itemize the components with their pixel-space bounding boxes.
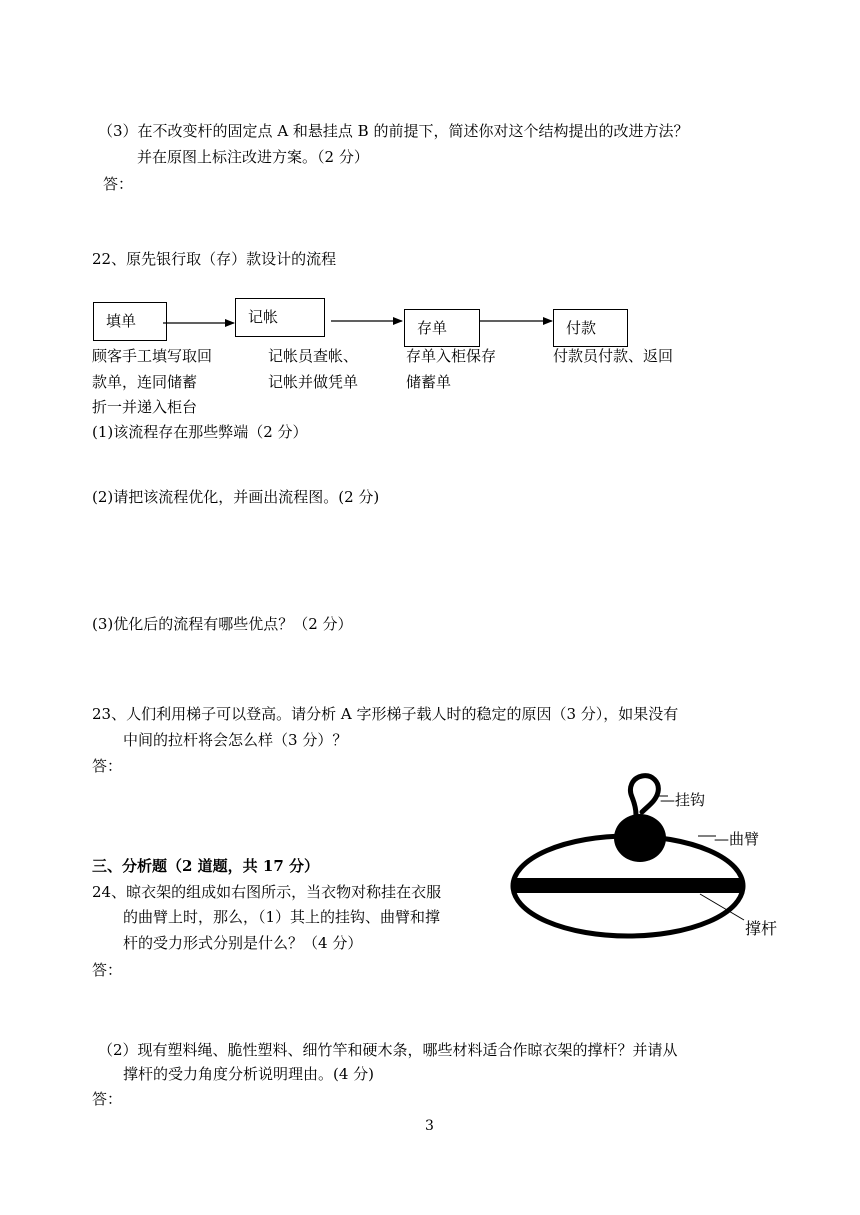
q23-line2: 中间的拉杆将会怎么样（3 分）？	[123, 731, 348, 749]
hook-label: —挂钩	[660, 791, 706, 809]
flow-box-payment-label: 付款	[566, 319, 597, 337]
flow-desc-3-line1: 存单入柜保存	[406, 347, 497, 365]
flow-desc-1-line3: 折一并递入柜台	[92, 398, 198, 416]
q23-line1: 23、人们利用梯子可以登高。请分析 A 字形梯子载人时的稳定的原因（3 分），如果没有	[92, 705, 679, 723]
flow-desc-3-line2: 储蓄单	[406, 373, 452, 391]
flow-desc-2-line1: 记帐员查帐、	[268, 347, 359, 365]
q24-part2-line1: （2）现有塑料绳、脆性塑料、细竹竿和硬木条，哪些材料适合作晾衣架的撑杆？并请从	[98, 1041, 678, 1059]
q21-part3-line2: 并在原图上标注改进方案。（2 分）	[137, 148, 369, 166]
q21-part3-line1: （3）在不改变杆的固定点 A 和悬挂点 B 的前提下，简述你对这个结构提出的改进方法？	[98, 122, 689, 140]
hanger-hook	[630, 776, 658, 815]
page-number: 3	[425, 1118, 434, 1134]
section-heading: 三、分析题（2 道题，共 17 分）	[92, 857, 319, 875]
flow-desc-1-line2: 款单，连同储蓄	[92, 373, 198, 391]
flow-box-fill-form-label: 填单	[106, 312, 137, 330]
q24-line1: 24、晾衣架的组成如右图所示，当衣物对称挂在衣服	[92, 883, 442, 901]
rod-label: 撑杆	[745, 919, 778, 938]
q22-sub3: (3)优化后的流程有哪些优点？（2 分）	[92, 615, 353, 633]
q24-answer-label: 答：	[92, 961, 123, 979]
q22-title: 22、原先银行取（存）款设计的流程	[92, 250, 337, 268]
hanger-rod	[513, 878, 743, 893]
q24-answer2-label: 答：	[92, 1090, 123, 1108]
q22-sub2: (2)请把该流程优化，并画出流程图。(2 分)	[92, 488, 380, 506]
q24-line2: 的曲臂上时，那么，（1）其上的挂钩、曲臂和撑	[123, 908, 441, 926]
q22-sub1: (1)该流程存在那些弊端（2 分）	[92, 423, 308, 441]
flow-box-deposit-label: 存单	[417, 319, 448, 337]
flow-box-record-label: 记帐	[248, 308, 279, 326]
q24-part2-line2: 撑杆的受力角度分析说明理由。(4 分)	[123, 1065, 375, 1083]
flow-desc-2-line2: 记帐并做凭单	[268, 373, 359, 391]
q23-answer-label: 答：	[92, 757, 123, 775]
q24-line3: 杆的受力形式分别是什么？（4 分）	[123, 934, 363, 952]
flow-desc-4-line1: 付款员付款、返回	[553, 347, 674, 365]
flow-desc-1-line1: 顾客手工填写取回	[92, 347, 213, 365]
arm-label: —曲臂	[714, 830, 760, 848]
q21-answer-label: 答：	[103, 175, 134, 193]
